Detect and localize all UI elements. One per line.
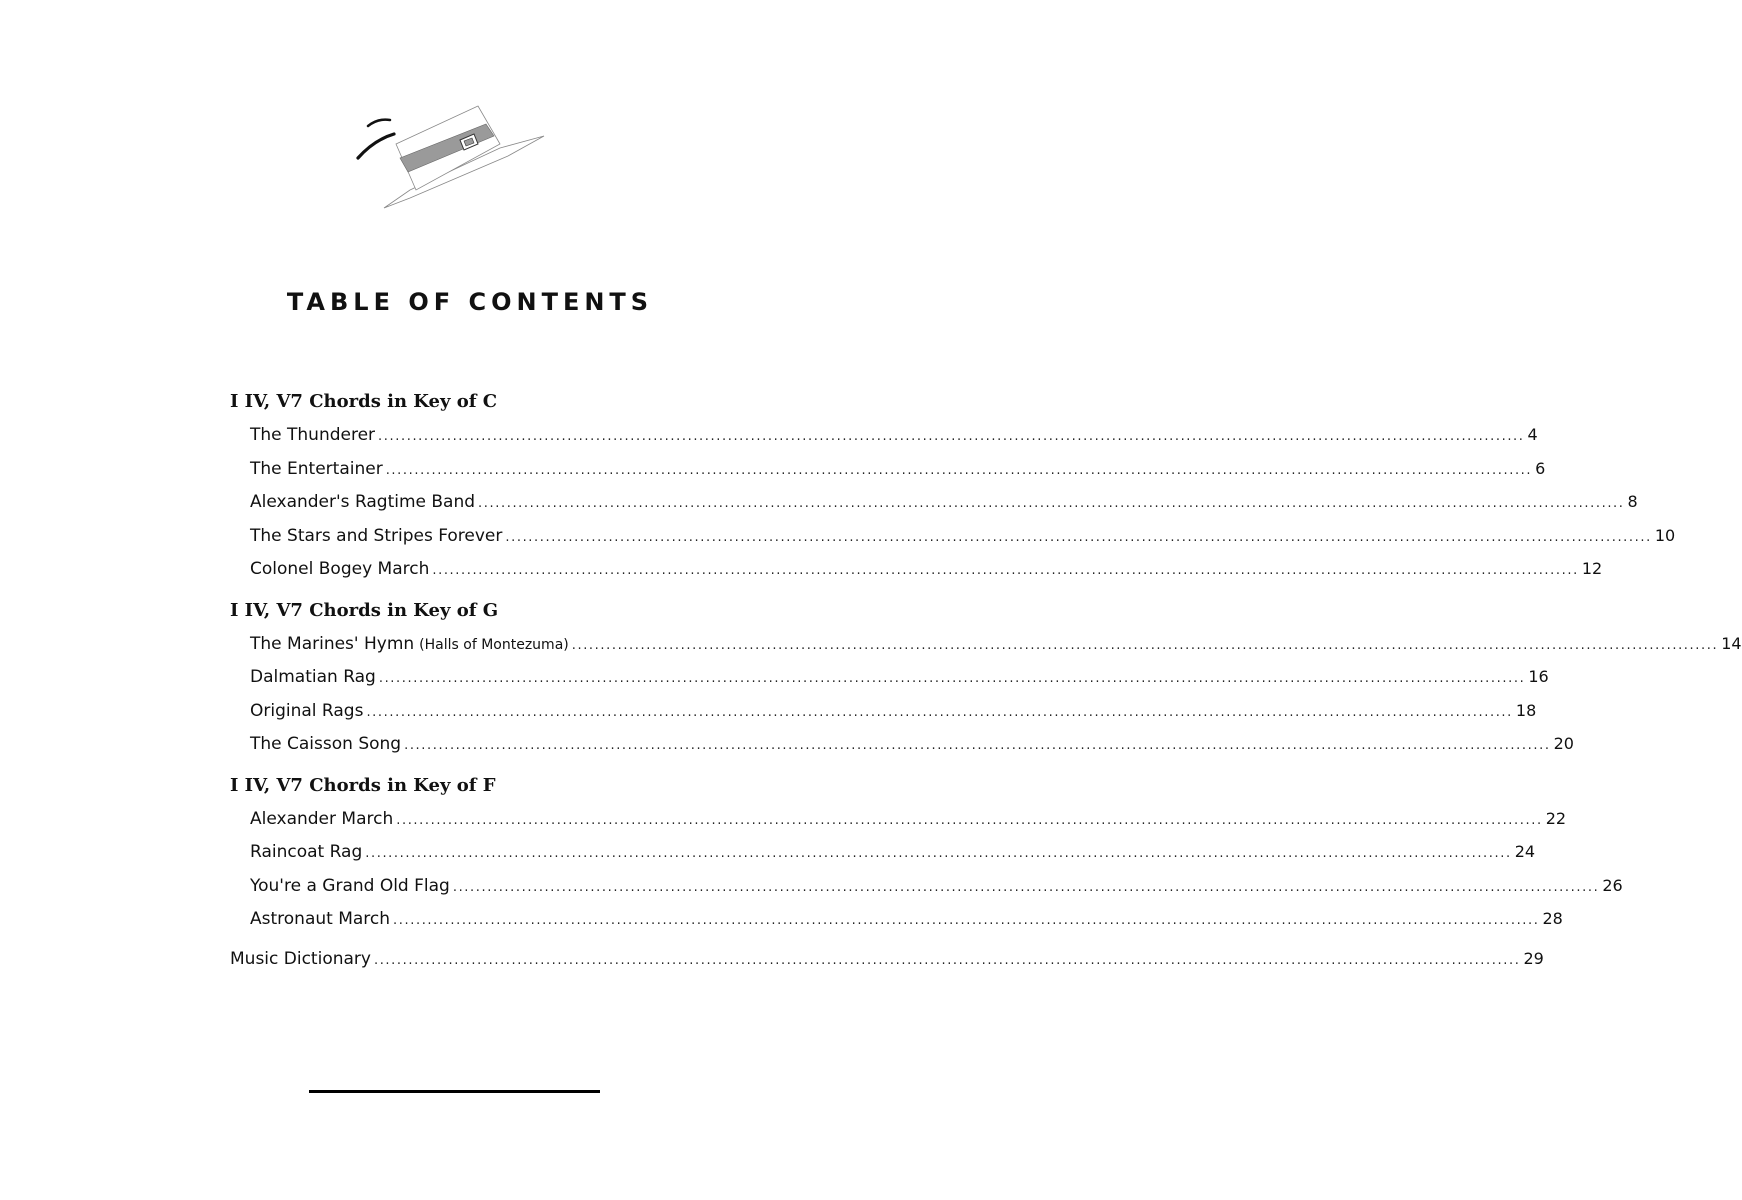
dot-leader: ........................................................................................................................................................................................................ <box>378 429 1525 444</box>
toc-entry-dictionary <box>230 942 1544 976</box>
toc-entry <box>230 485 1638 519</box>
toc-entry <box>230 660 1549 694</box>
section-heading: I IV, V7 Chords in Key of G <box>230 599 499 621</box>
page-number: 24 <box>1514 842 1536 861</box>
entry-title: Colonel Bogey March <box>250 559 430 579</box>
toc-entry <box>230 552 1603 586</box>
toc-section <box>230 769 1623 936</box>
toc-entry <box>230 519 1676 553</box>
dot-leader: ........................................................................................................................................................................................................ <box>571 637 1719 653</box>
page-number: 10 <box>1654 525 1676 545</box>
toc-entry <box>230 627 1742 661</box>
toc-section <box>230 385 1676 586</box>
toc-entry <box>230 802 1567 836</box>
page-number: 4 <box>1527 425 1538 444</box>
page-number: 28 <box>1542 909 1563 928</box>
entry-title: Original Rags <box>250 700 364 721</box>
toc-entry <box>230 452 1546 486</box>
dot-leader: ........................................................................................................................................................................................................ <box>396 812 1543 828</box>
entry-title: Astronaut March <box>250 909 391 929</box>
entry-title: The Entertainer <box>250 458 383 479</box>
dot-leader: ........................................................................................................................................................................................................ <box>432 563 1579 578</box>
entry-title: You're a Grand Old Flag <box>250 875 450 896</box>
page-number: 18 <box>1515 700 1537 720</box>
dot-leader: ........................................................................................................................................................................................................ <box>365 846 1512 861</box>
toc-section <box>230 594 1742 761</box>
entry-title: The Caisson Song <box>250 734 402 754</box>
toc-entry <box>230 902 1563 936</box>
toc-entry <box>230 835 1536 869</box>
page-number: 6 <box>1535 458 1546 478</box>
dot-leader: ........................................................................................................................................................................................................ <box>478 496 1625 511</box>
page-number: 14 <box>1721 633 1742 653</box>
bottom-rule <box>309 1090 600 1093</box>
dot-leader: ........................................................................................................................................................................................................ <box>452 879 1600 895</box>
toc-entry <box>230 727 1574 761</box>
dot-leader: ........................................................................................................................................................................................................ <box>385 462 1533 478</box>
page-number: 20 <box>1553 734 1574 753</box>
entry-title: Raincoat Rag <box>250 842 363 862</box>
section-heading: I IV, V7 Chords in Key of F <box>230 774 496 796</box>
dot-leader: ........................................................................................................................................................................................................ <box>366 704 1513 720</box>
entry-title: Dalmatian Rag <box>250 667 376 687</box>
toc-entry <box>230 869 1623 903</box>
toc-entry <box>230 418 1538 452</box>
dot-leader: ........................................................................................................................................................................................................ <box>404 738 1551 753</box>
dot-leader: ........................................................................................................................................................................................................ <box>373 952 1521 968</box>
hat-illustration-icon <box>350 100 550 215</box>
page-number: 29 <box>1523 948 1544 968</box>
entry-title: The Marines' Hymn <box>250 633 415 654</box>
dot-leader: ........................................................................................................................................................................................................ <box>505 529 1652 545</box>
entry-title: Alexander March <box>250 808 394 829</box>
page-number: 8 <box>1627 492 1638 511</box>
page-number: 26 <box>1602 875 1623 895</box>
entry-title: The Thunderer <box>250 425 376 445</box>
section-heading: I IV, V7 Chords in Key of C <box>230 391 498 412</box>
entry-subtitle: (Halls of Montezuma) <box>419 636 569 653</box>
table-of-contents <box>230 385 1742 975</box>
dot-leader: ........................................................................................................................................................................................................ <box>393 913 1540 928</box>
page-number: 22 <box>1545 808 1567 828</box>
entry-title: Music Dictionary <box>230 948 371 969</box>
page-number: 16 <box>1528 667 1549 686</box>
entry-title: The Stars and Stripes Forever <box>250 525 503 546</box>
page-number: 12 <box>1581 559 1603 578</box>
entry-title: Alexander's Ragtime Band <box>250 492 476 512</box>
toc-entry <box>230 694 1537 728</box>
page-title: TABLE OF CONTENTS <box>286 288 654 316</box>
dot-leader: ........................................................................................................................................................................................................ <box>378 671 1526 686</box>
